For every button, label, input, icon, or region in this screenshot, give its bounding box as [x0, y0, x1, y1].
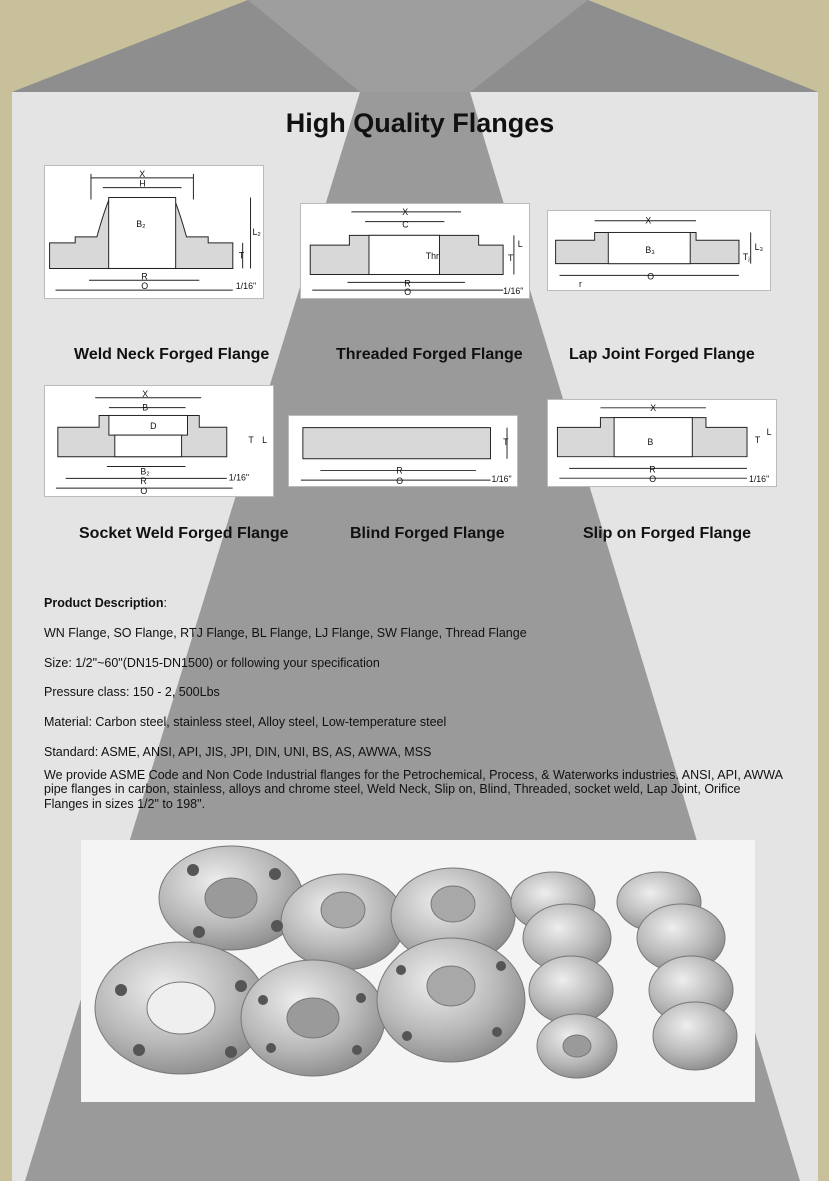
sw-t-label: T [248, 434, 254, 445]
th-o-label: O [404, 287, 412, 298]
bl-t-label: T [503, 437, 509, 448]
so-x-label: X [650, 402, 657, 413]
th-thr-label: Thr [425, 250, 439, 261]
th-x-label: X [402, 206, 409, 217]
sw-d-label: D [150, 421, 157, 432]
wn-o-label: O [141, 281, 149, 292]
sw-b-label: B [142, 402, 149, 413]
wn-gap-label: 1/16" [235, 281, 257, 292]
so-gap-label: 1/16" [748, 474, 770, 485]
sw-x-label: X [142, 388, 149, 399]
sw-r-label: R [140, 476, 147, 487]
slip-on-diagram [547, 399, 777, 487]
wn-x-label: X [139, 168, 146, 179]
description-paragraph: We provide ASME Code and Non Code Industrial flanges for the Petrochemical, Process, & Waterworks industries. ANSI, API, AWWA pipe flanges in carbon, stainless, alloys and chrome steel, Weld Neck, Slip on, Blind, Threaded, socket weld, Lap Joint, Orifice Flanges in sizes 1/2" to 198". [44, 767, 783, 811]
th-t-label: T [508, 252, 514, 263]
bl-o-label: O [396, 476, 404, 486]
sw-l-label: L [262, 434, 268, 445]
so-r-label: R [649, 464, 656, 475]
wn-b-label: B₂ [136, 219, 146, 230]
th-l-label: L [517, 239, 523, 250]
bl-r-label: R [396, 465, 403, 476]
bl-gap-label: 1/16" [491, 474, 512, 485]
description-types: WN Flange, SO Flange, RTJ Flange, BL Flange, LJ Flange, SW Flange, Thread Flange [44, 625, 527, 640]
sw-gap-label: 1/16" [228, 472, 250, 483]
description-size: Size: 1/2"~60"(DN15-DN1500) or following your specification [44, 655, 380, 670]
so-t-label: T [754, 435, 761, 445]
lj-l-label: L₃ [754, 242, 764, 253]
sw-o-label: O [140, 486, 148, 496]
description-pressure: Pressure class: 150 - 2, 500Lbs [44, 685, 220, 700]
description-heading [44, 596, 784, 611]
description-standard: Standard: ASME, ANSI, API, JIS, JPI, DIN, UNI, BS, AS, AWWA, MSS [44, 744, 432, 759]
threaded-diagram [300, 203, 530, 299]
wn-r-label: R [141, 271, 148, 282]
wn-h-label: H [139, 178, 146, 189]
th-r-label: R [404, 278, 411, 289]
slip-on-caption: Slip on Forged Flange [583, 525, 751, 542]
so-b-label: B [647, 436, 654, 447]
page-title: High Quality Flanges [285, 108, 555, 138]
threaded-caption: Threaded Forged Flange [336, 346, 523, 363]
th-gap-label: 1/16" [503, 286, 524, 297]
lap-joint-caption: Lap Joint Forged Flange [569, 346, 755, 363]
lj-o-label: O [647, 271, 655, 282]
socket-weld-diagram [44, 385, 274, 497]
lj-t-label: Tⱼ [742, 251, 750, 262]
wn-l-label: L₂ [252, 226, 261, 237]
weld-neck-diagram [44, 165, 264, 299]
so-l-label: L [766, 427, 772, 438]
socket-weld-caption: Socket Weld Forged Flange [79, 525, 289, 542]
th-c-label: C [402, 219, 409, 230]
so-o-label: O [649, 474, 657, 485]
weld-neck-caption: Weld Neck Forged Flange [74, 346, 270, 363]
lj-x-label: X [645, 215, 652, 226]
product-description [44, 596, 784, 827]
description-heading-label: Product Description [44, 596, 164, 610]
blind-caption: Blind Forged Flange [350, 525, 505, 542]
description-heading-colon: : [163, 596, 167, 610]
description-material: Material: Carbon steel, stainless steel, Alloy steel, Low-temperature steel [44, 715, 447, 729]
lap-joint-diagram [547, 210, 771, 291]
flanges-photo [81, 840, 755, 1102]
lj-r-label: r [579, 279, 582, 290]
lj-b-label: B₃ [645, 244, 655, 255]
sw-b2-label: B₂ [140, 466, 150, 477]
wn-t-label: T [238, 250, 245, 261]
blind-diagram [288, 415, 518, 487]
